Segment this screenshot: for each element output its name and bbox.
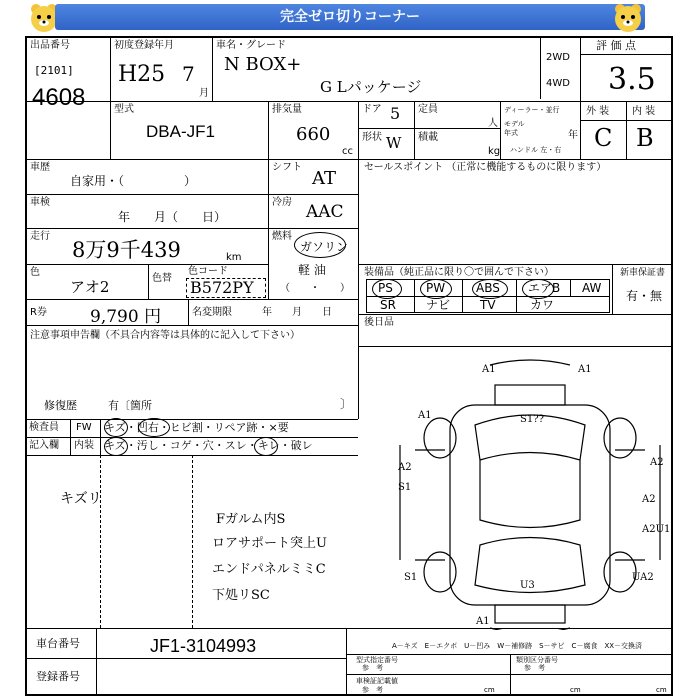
car-damage-diagram [380, 350, 670, 630]
length-cm-1: cm [484, 686, 495, 694]
fw-items: キズ・凹右・ヒビ割・リペア跡・×要 [104, 421, 289, 434]
mark-s1-left: S1 [398, 482, 412, 493]
mark-a2-right-2: A2 [642, 494, 656, 505]
ac-label: 冷房 [272, 197, 292, 208]
inspection-date: 年 月（ 日） [118, 210, 227, 224]
mark-a1-bottom: A1 [476, 616, 490, 627]
inspector-label: 検査員 [29, 422, 59, 433]
bear-mascot-icon [612, 2, 644, 34]
transfer-date: 年 月 日 [262, 307, 332, 318]
type-cert-label: 型式指定番号 [356, 656, 398, 664]
dealer-label: ディーラー・並行 [504, 106, 560, 114]
rating-label: 評 価 点 [596, 39, 636, 52]
entry-label: 記入欄 [29, 440, 59, 451]
color-value: アオ2 [70, 278, 110, 296]
displacement-label: 排気量 [272, 104, 302, 115]
km-unit: km [226, 252, 242, 263]
equip-tv: TV [480, 298, 496, 312]
type-cert-ref: 参 考 [362, 664, 383, 672]
notes-line-3: エンドパネルミミC [212, 562, 326, 577]
interior-label: 内 装 [632, 106, 656, 117]
equip-pw: PW [426, 281, 446, 295]
r-ticket-value: 9,790 円 [90, 307, 162, 327]
displacement-value: 660 [296, 124, 331, 145]
exterior-value: C [594, 124, 613, 152]
equip-ps: PS [378, 281, 393, 295]
inspection-label: 車検 [30, 197, 50, 208]
mark-a2-left: A2 [398, 462, 412, 473]
repair-history-label: 修復歴 [44, 399, 77, 412]
fuel-paren: （ ・ ） [280, 283, 350, 294]
car-name-label: 車名・グレード [216, 40, 286, 51]
mileage-label: 走行 [30, 231, 50, 242]
grade-value: G Lパッケージ [320, 78, 422, 96]
length-cm-3: cm [656, 686, 667, 694]
equip-abs: ABS [476, 281, 500, 295]
model-year-label: モデル 年式 [504, 120, 525, 137]
exterior-label: 外 装 [586, 106, 610, 117]
new-warranty-label: 新車保証書 [620, 268, 666, 278]
notes-label: 注意事項申告欄（不具合内容等は具体的に記入して下さい） [30, 330, 300, 341]
person-unit: 人 [488, 118, 498, 129]
color-label: 色 [30, 267, 40, 278]
category-code-ref: 参 考 [524, 664, 545, 672]
color-code-label: 色コード [188, 266, 228, 277]
mark-s1-center: S1?? [520, 414, 544, 425]
lot-code: [2101] [34, 64, 74, 77]
model-label: 型式 [114, 104, 134, 115]
chassis-label: 車台番号 [36, 637, 80, 650]
rating-value: 3.5 [608, 62, 656, 97]
mileage-value: 8万9千439 [72, 238, 181, 262]
mark-a1-top-right: A1 [578, 364, 592, 375]
first-reg-month: 7 [182, 62, 195, 86]
equipment-label: 装備品（純正品に限り〇で囲んで下さい） [364, 267, 554, 278]
drive-4wd-label: 4WD [546, 78, 570, 89]
mark-a2-right: A2 [650, 457, 664, 468]
mark-s1-bottom: S1 [404, 572, 418, 583]
capacity-label: 定員 [418, 104, 438, 115]
chassis-value: JF1-3104993 [150, 636, 257, 656]
equip-airbag: エアB [528, 281, 561, 295]
first-reg-label: 初度登録年月 [114, 40, 174, 51]
mark-u3: U3 [520, 580, 535, 591]
category-code-label: 類別区分番号 [516, 656, 558, 664]
after-seat-label: 後日品 [364, 317, 394, 328]
mark-a1-left: A1 [418, 410, 432, 421]
equip-aw: AW [582, 281, 602, 295]
color-code-value: B572PY [190, 278, 254, 297]
transfer-deadline-label: 名変期限 [192, 307, 232, 318]
interior-items-label: 内装 [74, 440, 94, 451]
fuel-value: ガソリン [300, 240, 349, 254]
warranty-value: 有・無 [626, 289, 663, 303]
mark-a2u1: A2U1 [642, 524, 670, 535]
repair-history-text: 有〔箇所 [108, 399, 152, 412]
notes-line-1: Fガルム内S [216, 512, 286, 527]
shift-label: シフト [272, 162, 302, 173]
equip-leather: カワ [530, 298, 555, 312]
mark-a1-top: A1 [482, 364, 496, 375]
first-reg-month-unit: 月 [199, 88, 209, 99]
history-label: 車歴 [30, 162, 50, 173]
model-value: DBA-JF1 [146, 122, 215, 141]
shape-value: W [386, 134, 402, 152]
notes-line-4: 下処リSC [212, 588, 270, 603]
fuel-alt: 軽 油 [298, 263, 326, 277]
drive-2wd-label: 2WD [546, 52, 570, 63]
fw-label: FW [76, 422, 92, 433]
first-reg-era: H25 [118, 62, 166, 87]
length-label: 車検証記載値 [356, 677, 398, 685]
damage-legend: A－キズ E－エクボ U－凹み W－補修跡 S－サビ C－腐食 XX－交換済 [392, 642, 643, 650]
interior-items: キズ・汚し・コゲ・穴・スレ・キレ・破レ [104, 439, 313, 452]
cc-label: cc [342, 146, 353, 157]
notes-line-2: ロアサポート突上U [212, 536, 327, 551]
equip-navi: ナビ [426, 298, 451, 312]
interior-value: B [636, 124, 654, 152]
fuel-label: 燃料 [272, 231, 292, 242]
lot-number: 4608 [32, 84, 86, 111]
length-cm-2: cm [570, 686, 581, 694]
shape-label: 形状 [362, 132, 382, 143]
fuel-circle [294, 232, 349, 258]
equip-sr: SR [380, 298, 396, 312]
handwritten-note: キズリ [60, 491, 102, 507]
kg-unit: kg [488, 146, 501, 157]
history-value: 自家用・（ ） [70, 174, 197, 188]
ac-value: AAC [306, 202, 344, 222]
color-change-label: 色替 [152, 273, 172, 284]
shift-value: AT [312, 168, 337, 189]
year-unit: 年 [568, 130, 578, 141]
banner-title: 完全ゼロ切りコーナー [55, 4, 645, 30]
doors-value: 5 [390, 104, 401, 123]
r-ticket-label: R券 [30, 307, 47, 318]
mark-ua2: UA2 [632, 572, 654, 583]
sales-point-label: セールスポイント （正常に機能するものに限ります） [364, 162, 607, 173]
doors-label: ドア [362, 104, 382, 115]
load-label: 積載 [418, 132, 438, 143]
car-name-value: N BOX+ [224, 54, 302, 75]
reg-no-label: 登録番号 [36, 670, 80, 683]
handle-label: ハンドル 左・右 [510, 146, 562, 154]
lot-no-label: 出品番号 [30, 40, 70, 51]
length-ref: 参 考 [362, 686, 383, 694]
